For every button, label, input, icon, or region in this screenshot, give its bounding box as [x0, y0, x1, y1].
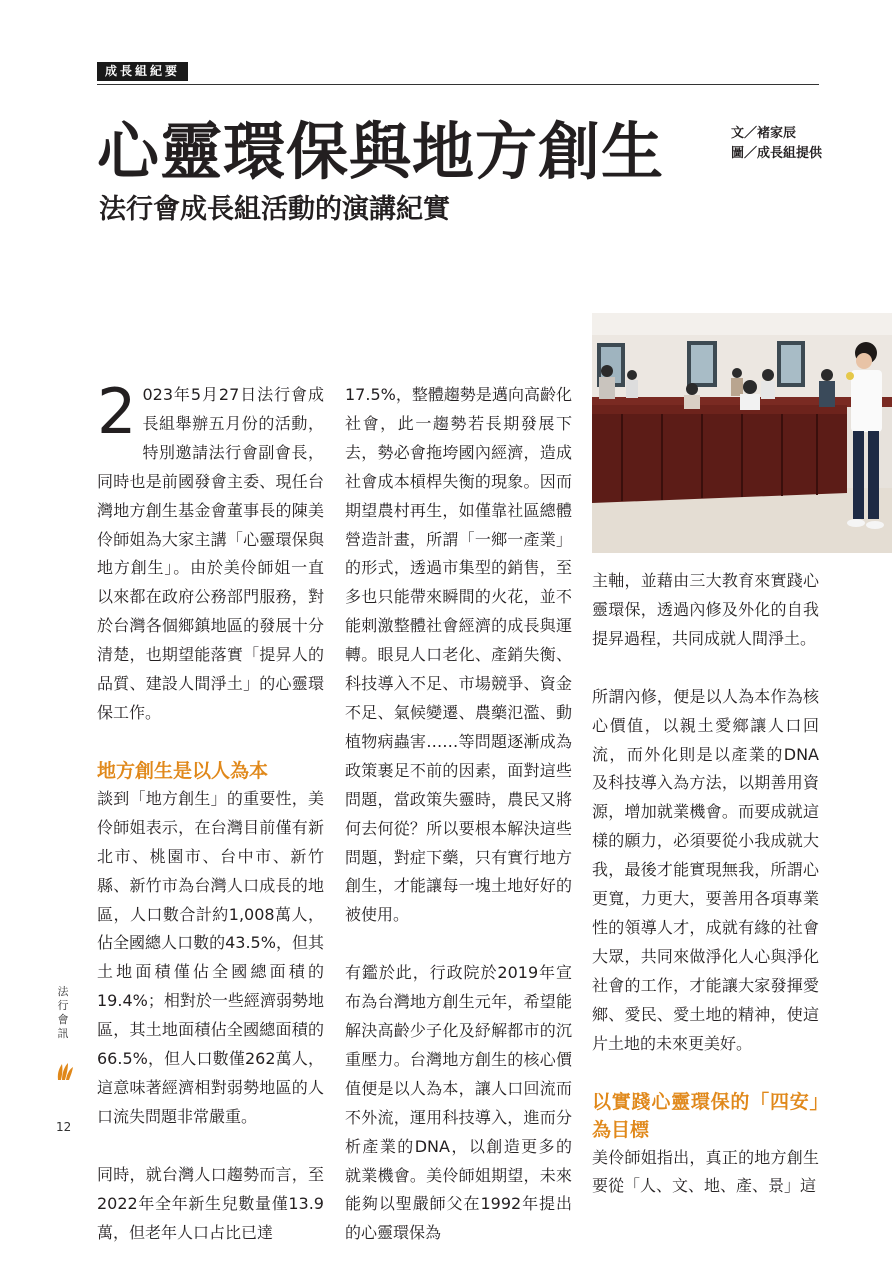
article-subtitle: 法行會成長組活動的演講紀實 [99, 194, 450, 225]
paragraph: 17.5%，整體趨勢是邁向高齡化社會，此一趨勢若長期發展下去，勢必會拖垮國內經濟，造成社會成本槓桿失衡的現象。因而期望農村再生，如僅靠社區總體營造計畫，所謂「一鄉一產業」的形式，透過市集型的銷售，至多也只能帶來瞬間的火花，並不能刺激整體社會經濟的成長與運轉。眼見人口老化、產銷失衡、科技導入不足、市場競爭、資金不足、氣候變遷、農藥氾濫、動植物病蟲害……等問題逐漸成為政策裹足不前的因素，面對這些問題，當政策失靈時，農民又將何去何從？所以要根本解決這些問題，對症下藥，只有實行地方創生，才能讓每一塊土地好好的被使用。 [345, 385, 572, 925]
paragraph: 談到「地方創生」的重要性，美伶師姐表示，在台灣目前僅有新北市、桃園市、台中市、新竹縣、新竹市為台灣人口成長的地區，人口數合計約1,008萬人，佔全國總人口數的43.5%，但其土地面積僅佔全國總面積的19.4%；相對於一些經濟弱勢地區，其土地面積佔全國總面積的66.5%，但人口數僅262萬人，這意味著經濟相對弱勢地區的人口流失問題非常嚴重。 [97, 788, 324, 1126]
header-rule [97, 84, 819, 85]
paragraph: 023年5月27日法行會成長組舉辦五月份的活動，特別邀請法行會副會長，同時也是前國發會主委、現任台灣地方創生基金會董事長的陳美伶師姐為大家主講「心靈環保與地方創生」。由於美伶師姐一直以來都在政府公務部門服務，對於台灣各個鄉鎮地區的發展十分清楚，也期望能落實「提昇人的品質、建設人間淨土」的心靈環保工作。 [97, 385, 324, 722]
photo-credit: 圖／成長組提供 [731, 146, 823, 161]
article-title: 心靈環保與地方創生 [97, 115, 665, 188]
section-tag: 成長組紀要 [97, 62, 188, 81]
author-credit: 文／褚家辰 [731, 126, 797, 141]
paragraph: 同時，就台灣人口趨勢而言，至2022年全年新生兒數量僅13.9萬，但老年人口占比已達 [97, 1164, 324, 1242]
paragraph: 有鑑於此，行政院於2019年宣布為台灣地方創生元年，希望能解決高齡少子化及紓解都市的沉重壓力。台灣地方創生的核心價值便是以人為本，讓人口回流而不外流，運用科技導入，進而分析產業的DNA，以創造更多的就業機會。美伶師姐期望，未來能夠以聖嚴師父在1992年提出的心靈環保為 [345, 963, 572, 1243]
paragraph: 所謂內修，便是以人為本作為核心價值，以親土愛鄉讓人口回流，而外化則是以產業的DNA及科技導入為方法，以期善用資源，增加就業機會。而要成就這樣的願力，必須要從小我成就大我，最後才能實現無我，所謂心更寬，力更大，要善用各項專業性的領導人才，成就有緣的社會大眾，共同來做淨化人心與淨化社會的工作，才能讓大家發揮愛鄉、愛民、愛土地的精神，使這片土地的未來更美好。 [592, 686, 819, 1053]
paragraph: 主軸，並藉由三大教育來實踐心靈環保，透過內修及外化的自我提昇過程，共同成就人間淨土。 [592, 571, 819, 648]
page-number: 12 [56, 1120, 72, 1134]
credits [731, 124, 822, 164]
text-column-3 [592, 567, 819, 1201]
text-column-1 [97, 375, 324, 1247]
lotus-logo-icon [56, 1062, 74, 1086]
event-photo [592, 313, 892, 553]
section-heading: 以實踐心靈環保的「四安」為目標 [592, 1090, 819, 1141]
drop-cap: 2 [97, 375, 137, 448]
text-column-2 [345, 381, 572, 1248]
section-heading: 地方創生是以人為本 [97, 759, 269, 782]
magazine-name: 法行會訊 [57, 985, 69, 1040]
paragraph: 美伶師姐指出，真正的地方創生要從「人、文、地、產、景」這 [592, 1147, 819, 1196]
